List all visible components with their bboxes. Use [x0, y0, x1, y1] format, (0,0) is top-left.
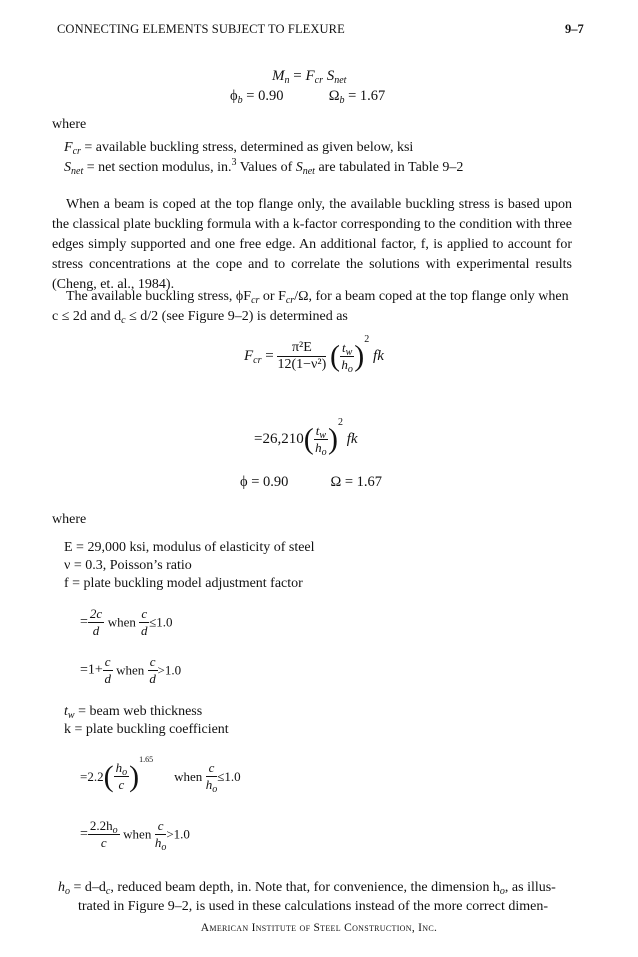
- f-case-1: = $\frac{2c}{d}$ when $\frac{c}{d}$ ≤1.0: [80, 606, 173, 638]
- paragraph-buckling-line2: c ≤ 2d and $d_c \le d/2$ (see Figure 9–2) is determined as: [52, 309, 348, 326]
- definition-nu: ν = 0.3, Poisson’s ratio: [64, 558, 192, 573]
- definition-k: k = plate buckling coefficient: [64, 722, 229, 737]
- where-label-2: where: [52, 512, 87, 527]
- k-case-2: = $\frac{2.2h_o}{c}$ when $\frac{c}{h_o}$ >1.0: [80, 818, 190, 853]
- equation-mn: $M_n = F_{cr}$ $S_{net}$: [272, 68, 347, 86]
- ho-definition-line2: trated in Figure 9–2, is used in these calculations instead of the more correct dimen-: [78, 899, 549, 914]
- page-number: 9–7: [565, 22, 584, 36]
- running-header-title: CONNECTING ELEMENTS SUBJECT TO FLEXURE: [57, 22, 345, 36]
- page-footer: American Institute of Steel Construction, Inc.: [200, 922, 438, 934]
- equation-fcr: $F_{cr}$ = $\frac{\text{π²E}}{\text{12(1−ν²)}}$ ( $\frac{t_w}{h_o}$ )$^2$ fk: [244, 334, 384, 376]
- fcr-fraction: $\frac{\text{π²E}}{\text{12(1−ν²)}}$: [277, 340, 327, 373]
- k-case-1: =2.2( $\frac{h_o}{c}$ )$^{1.65}$ when $\frac{c}{h_o}$ ≤1.0: [80, 755, 241, 796]
- paragraph-coped-beam: When a beam is coped at the top flange only, the available buckling stress is based upon the classical plate buckling formula with a k-factor corresponding to the condition with three edges simply supported and one free edge. An additional factor, f, is applied to account for stress concentrations at the cope and to correlate the solutions with experimental results (Cheng, et. al., 1984).: [52, 197, 572, 292]
- equation-phi-omega: ϕ = 0.90 Ω = 1.67: [240, 474, 383, 490]
- equation-phi-omega-b: $\phi_b = 0.90$ $\Omega_b = 1.67$: [230, 88, 386, 106]
- equation-26210: =26,210( $\frac{t_w}{h_o}$ )$^2$ fk: [254, 417, 358, 459]
- definition-snet: $S_{net}$ = net section modulus, in.$^3$ Values of $S_{net}$ are tabulated in Table 9–2: [64, 157, 464, 177]
- where-label: where: [52, 117, 87, 132]
- f-case-2: =1+ $\frac{c}{d}$ when $\frac{c}{d}$ >1.0: [80, 654, 182, 686]
- ho-definition-line1: $h_o = d-d_c$, reduced beam depth, in. Note that, for convenience, the dimension $h_o$, as illus-: [58, 880, 556, 897]
- definition-fcr: $F_{cr}$ = available buckling stress, determined as given below, ksi: [64, 140, 414, 157]
- definition-tw: $t_w$ = beam web thickness: [64, 704, 203, 721]
- definition-e: E = 29,000 ksi, modulus of elasticity of steel: [64, 540, 315, 555]
- paragraph-buckling-line1: The available buckling stress, $\phi F_{cr}$ or $F_{cr}/\Omega$, for a beam coped at the top flange only when: [66, 289, 569, 306]
- definition-f: f = plate buckling model adjustment factor: [64, 576, 303, 591]
